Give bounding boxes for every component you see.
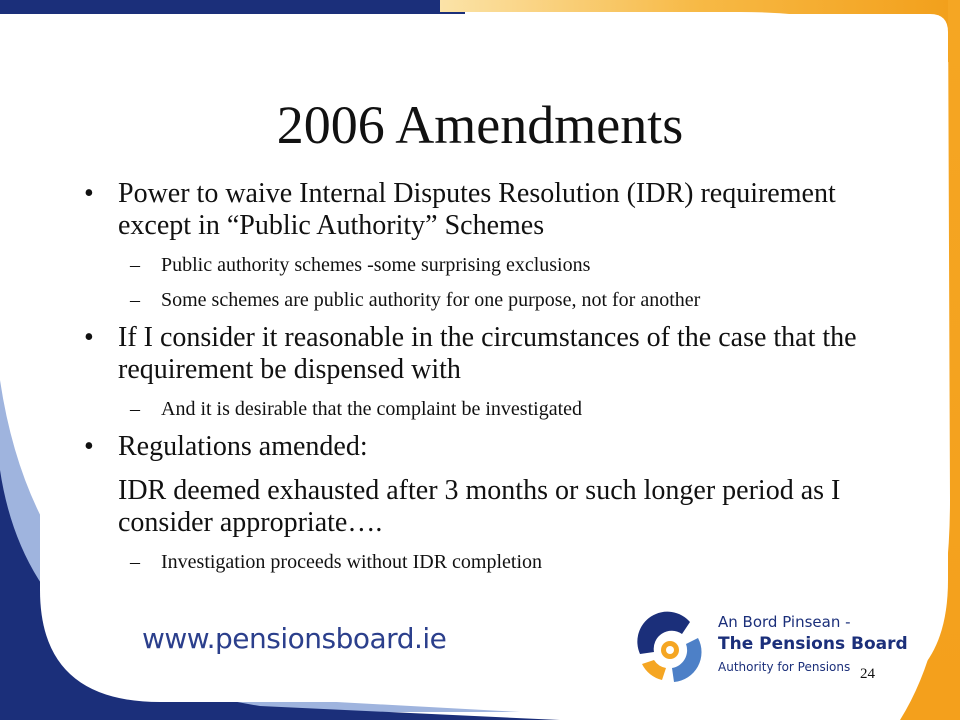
logo-line-3: Authority for Pensions [718,660,851,674]
slide-title: 2006 Amendments [276,95,684,155]
sub-bullet-item [84,253,884,277]
bullet-text: Public authority schemes -some surprising exclusions [161,254,591,276]
frame-top-navy [0,0,465,14]
bullet-text: If I consider it reasonable in the circumstances of the case that the requirement be dispensed with [118,322,857,385]
footer-url: www.pensionsboard.ie [142,622,447,655]
bullet-text: And it is desirable that the complaint be investigated [161,398,583,420]
dash-marker: – [130,254,140,276]
dash-marker: – [130,289,140,311]
pensions-board-logo-text [718,612,908,678]
pensions-board-logo-icon [628,608,712,692]
bullet-text: IDR deemed exhausted after 3 months or such longer period as I consider appropriate…. [118,475,841,538]
bullet-item [84,431,884,463]
logo-line-2: The Pensions Board [718,634,908,654]
dash-marker: – [130,398,140,420]
sub-bullet-item [84,397,884,421]
bullet-item [84,322,884,386]
bullet-text: Power to waive Internal Disputes Resolution (IDR) requirement except in “Public Authority” Schemes [118,178,836,241]
sub-bullet-item [84,288,884,312]
bullet-marker: • [84,431,94,462]
bullet-marker: • [84,322,94,353]
bullet-text: Some schemes are public authority for one purpose, not for another [161,289,701,311]
sub-bullet-item [84,550,884,574]
dash-marker: – [130,551,140,573]
bullet-marker: • [84,178,94,209]
slide-number: 24 [860,666,875,682]
bullet-text: Regulations amended: [118,431,368,462]
bullet-text: Investigation proceeds without IDR completion [161,551,543,573]
bullet-item [84,178,884,242]
slide-content [84,178,884,574]
logo-line-1: An Bord Pinsean - [718,613,851,631]
bullet-item [84,475,884,539]
